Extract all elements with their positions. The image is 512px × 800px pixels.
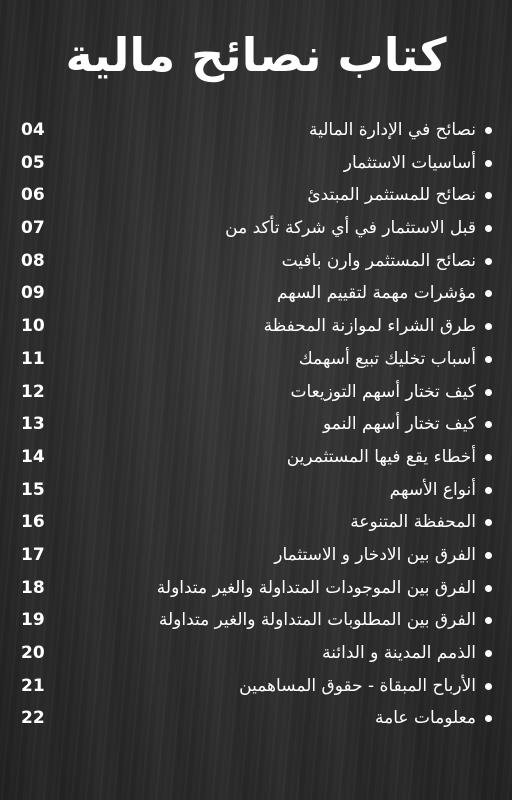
toc-item-label: أخطاء يقع فيها المستثمرين [286, 446, 476, 467]
toc-item [0, 474, 512, 507]
toc-item [0, 277, 512, 310]
toc-item-label: أسباب تخليك تبيع أسهمك [298, 348, 476, 369]
toc-item [0, 572, 512, 605]
toc-item-label: المحفظة المتنوعة [350, 512, 476, 533]
toc-item-label: الفرق بين الادخار و الاستثمار [274, 544, 476, 565]
toc-page-number: 22 [21, 708, 45, 729]
toc-item [0, 637, 512, 670]
toc-item [0, 539, 512, 572]
toc-item [0, 376, 512, 409]
table-of-contents [0, 114, 512, 735]
toc-item-label: الفرق بين المطلوبات المتداولة والغير متداولة [158, 610, 476, 631]
bullet-icon [485, 617, 492, 624]
toc-item [0, 310, 512, 343]
toc-page-number: 19 [21, 610, 45, 631]
bullet-icon [485, 323, 492, 330]
toc-item-label: أنواع الأسهم [389, 479, 476, 500]
toc-page-number: 14 [21, 446, 45, 467]
toc-item-label: الفرق بين الموجودات المتداولة والغير متداولة [156, 577, 476, 598]
bullet-icon [485, 290, 492, 297]
toc-item-label: مؤشرات مهمة لتقييم السهم [276, 283, 476, 304]
toc-page-number: 12 [21, 381, 45, 402]
bullet-icon [485, 421, 492, 428]
toc-item [0, 441, 512, 474]
toc-page-number: 18 [21, 577, 45, 598]
bullet-icon [485, 585, 492, 592]
toc-item-label: الذمم المدينة و الدائنة [322, 643, 476, 663]
toc-item [0, 343, 512, 376]
toc-item [0, 702, 512, 735]
bullet-icon [485, 487, 492, 494]
toc-page-number: 20 [21, 643, 45, 663]
toc-page-number: 10 [21, 316, 45, 337]
toc-item [0, 114, 512, 147]
toc-page-number: 16 [21, 512, 45, 533]
toc-item-label: نصائح في الإدارة المالية [308, 120, 476, 140]
bullet-icon [485, 356, 492, 363]
toc-item-label: قبل الاستثمار في أي شركة تأكد من [225, 218, 476, 239]
bullet-icon [485, 454, 492, 461]
toc-page-number: 06 [21, 185, 45, 206]
bullet-icon [485, 552, 492, 559]
toc-page-number: 05 [21, 152, 45, 173]
bullet-icon [485, 519, 492, 526]
toc-item [0, 670, 512, 703]
toc-item-label: نصائح للمستثمر المبتدئ [307, 185, 476, 206]
toc-item [0, 604, 512, 637]
bullet-icon [485, 258, 492, 265]
bullet-icon [485, 225, 492, 232]
toc-item-label: كيف تختار أسهم النمو [322, 414, 476, 435]
toc-page-number: 15 [21, 479, 45, 500]
bullet-icon [485, 715, 492, 722]
toc-item [0, 147, 512, 180]
toc-item [0, 179, 512, 212]
toc-item-label: معلومات عامة [375, 708, 476, 729]
toc-page-number: 13 [21, 414, 45, 435]
bullet-icon [485, 160, 492, 167]
toc-page-number: 11 [21, 348, 45, 369]
toc-item [0, 212, 512, 245]
toc-page-number: 09 [21, 283, 45, 304]
toc-item [0, 245, 512, 278]
bullet-icon [485, 192, 492, 199]
toc-item-label: كيف تختار أسهم التوزيعات [290, 381, 476, 402]
bullet-icon [485, 389, 492, 396]
toc-page-number: 21 [21, 675, 45, 696]
toc-item-label: الأرباح المبقاة - حقوق المساهمين [239, 675, 476, 696]
toc-item-label: أساسيات الاستثمار [343, 152, 476, 173]
toc-item-label: نصائح المستثمر وارن بافيت [281, 250, 476, 271]
toc-item-label: طرق الشراء لموازنة المحفظة [263, 316, 476, 337]
toc-page-number: 08 [21, 250, 45, 271]
toc-item [0, 408, 512, 441]
bullet-icon [485, 683, 492, 690]
bullet-icon [485, 650, 492, 657]
toc-page-number: 04 [21, 120, 45, 140]
bullet-icon [485, 127, 492, 134]
toc-item [0, 506, 512, 539]
toc-page-number: 07 [21, 218, 45, 239]
page-title: كتاب نصائح مالية [65, 28, 447, 82]
toc-page-number: 17 [21, 544, 45, 565]
